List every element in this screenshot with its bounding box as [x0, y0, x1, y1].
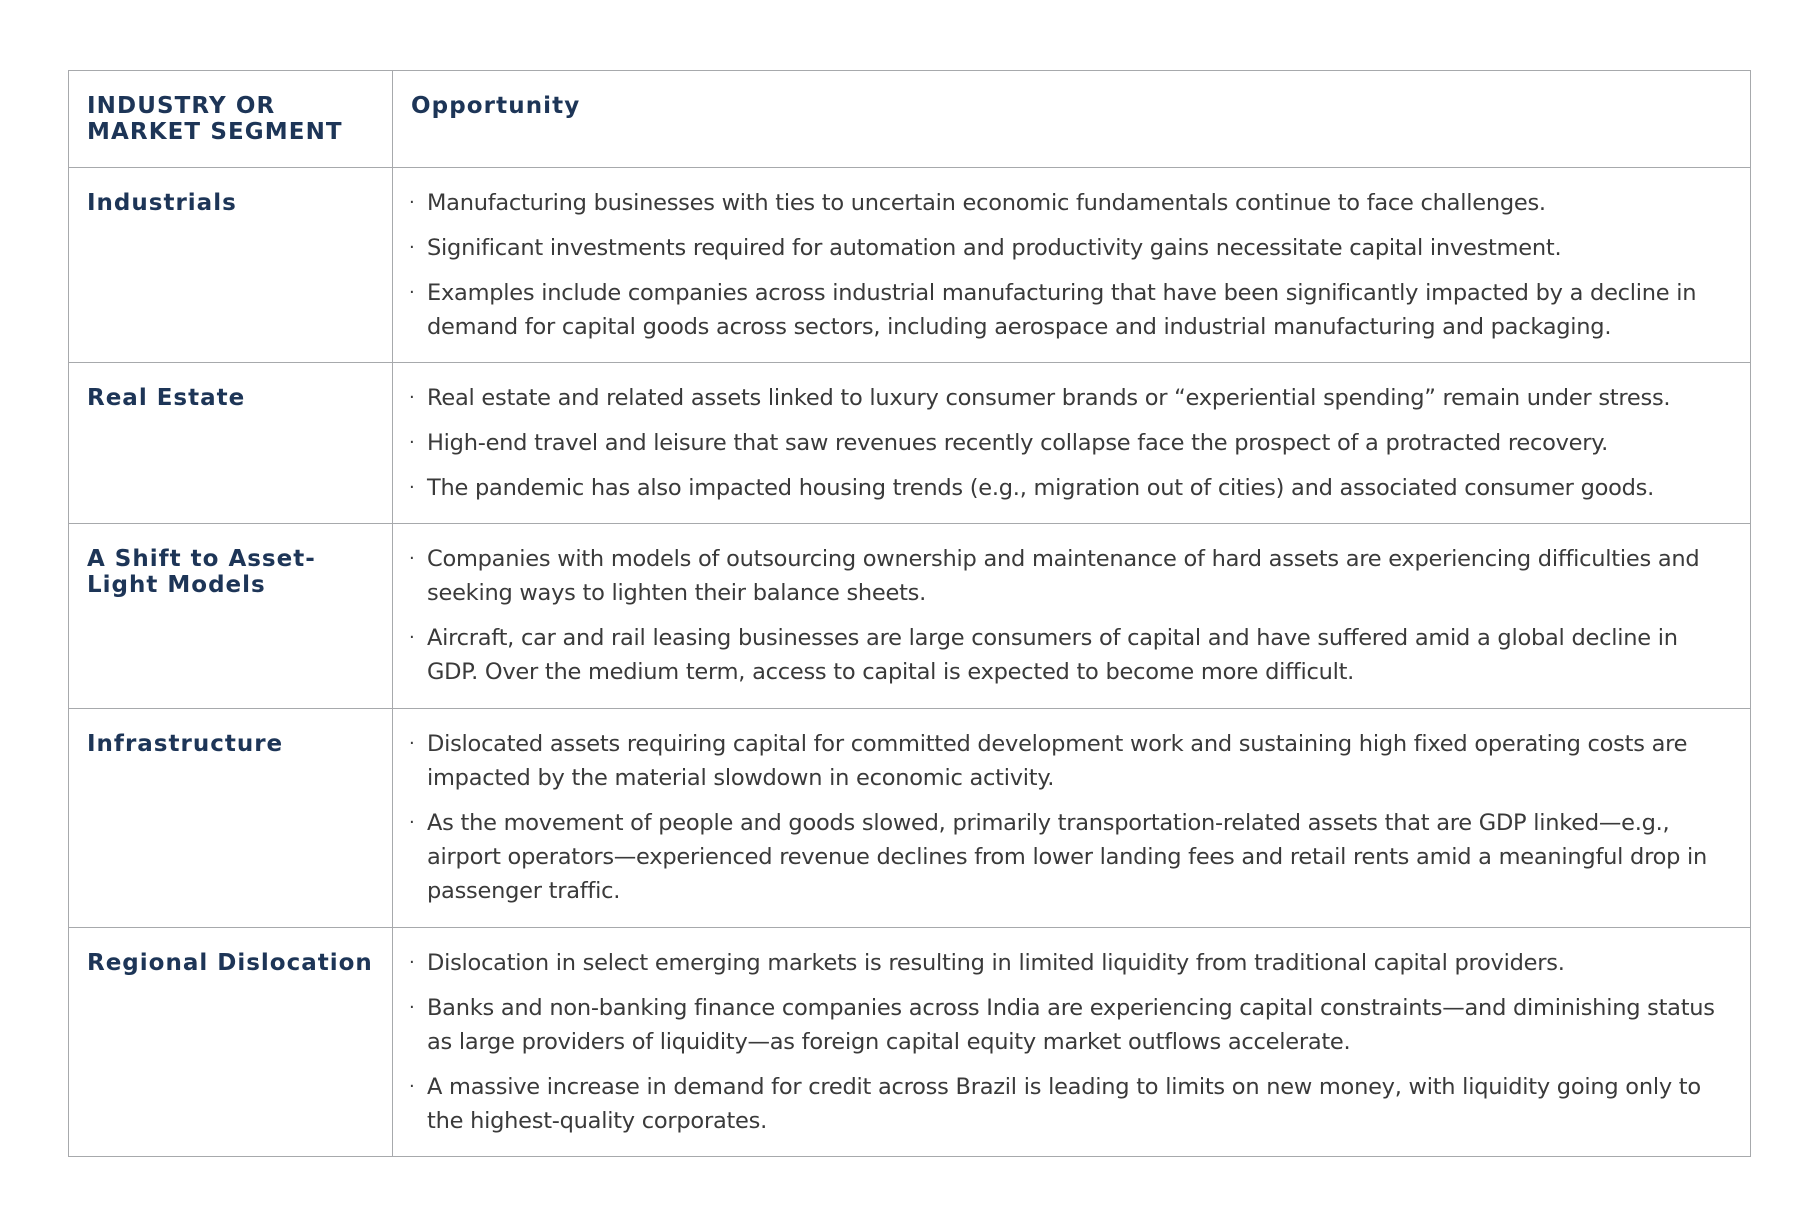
table-row [69, 363, 1751, 524]
opportunity-column-header [393, 71, 1751, 168]
segment-cell [69, 363, 393, 524]
segment-cell [69, 709, 393, 928]
segment-column-header [69, 71, 393, 168]
table-row [69, 709, 1751, 928]
bullet-dot: · [409, 477, 415, 498]
opportunity-header-label: Opportunity [411, 93, 581, 119]
opportunity-item: · Aircraft, car and rail leasing businesses are large consumers of capital and have suffered amid a global decline in GDP. Over the medium term, access to capital is expected to become more difficult. [407, 621, 1720, 689]
opportunity-cell [393, 524, 1751, 709]
opportunity-list [407, 727, 1720, 908]
bullet-dot: · [409, 997, 415, 1018]
segment-opportunity-table [68, 70, 1751, 1157]
bullet-dot: · [409, 733, 415, 754]
opportunity-item: · Examples include companies across industrial manufacturing that have been significantly impacted by a decline in demand for capital goods across sectors, including aerospace and industrial manufacturing and packaging. [407, 276, 1720, 344]
opportunity-list [407, 542, 1720, 689]
bullet-dot: · [409, 812, 415, 833]
segment-name: Real Estate [87, 385, 246, 411]
segment-cell [69, 928, 393, 1157]
opportunity-item: · Dislocation in select emerging markets is resulting in limited liquidity from traditional capital providers. [407, 946, 1720, 980]
segment-name: A Shift to Asset-Light Models [87, 546, 316, 598]
segment-cell [69, 168, 393, 363]
bullet-dot: · [409, 432, 415, 453]
opportunity-item: · Manufacturing businesses with ties to uncertain economic fundamentals continue to face challenges. [407, 186, 1720, 220]
table-row [69, 168, 1751, 363]
opportunity-item: · A massive increase in demand for credit across Brazil is leading to limits on new money, with liquidity going only to the highest-quality corporates. [407, 1070, 1720, 1138]
segment-cell [69, 524, 393, 709]
opportunity-cell [393, 928, 1751, 1157]
bullet-dot: · [409, 192, 415, 213]
opportunity-item: · Dislocated assets requiring capital for committed development work and sustaining high fixed operating costs are impacted by the material slowdown in economic activity. [407, 727, 1720, 795]
opportunity-list [407, 381, 1720, 505]
opportunity-list [407, 186, 1720, 344]
segment-name: Industrials [87, 190, 237, 216]
table-row [69, 928, 1751, 1157]
opportunity-item: · The pandemic has also impacted housing trends (e.g., migration out of cities) and associated consumer goods. [407, 471, 1720, 505]
bullet-dot: · [409, 952, 415, 973]
opportunity-item: · Banks and non-banking finance companies across India are experiencing capital constraints—and diminishing status as large providers of liquidity—as foreign capital equity market outflows accelerate. [407, 991, 1720, 1059]
bullet-dot: · [409, 548, 415, 569]
segment-name: Infrastructure [87, 731, 284, 757]
opportunity-list [407, 946, 1720, 1138]
segment-name: Regional Dislocation [87, 950, 373, 976]
segment-header-label: INDUSTRY OR MARKET SEGMENT [87, 93, 343, 145]
bullet-dot: · [409, 627, 415, 648]
opportunity-cell [393, 709, 1751, 928]
opportunity-item: · As the movement of people and goods slowed, primarily transportation-related assets that are GDP linked—e.g., airport operators—experienced revenue declines from lower landing fees and retail rents amid a meaningful drop in passenger traffic. [407, 806, 1720, 908]
opportunity-item: · Real estate and related assets linked to luxury consumer brands or “experiential spending” remain under stress. [407, 381, 1720, 415]
opportunity-cell [393, 363, 1751, 524]
table-header-row [69, 71, 1751, 168]
opportunity-item: · High-end travel and leisure that saw revenues recently collapse face the prospect of a protracted recovery. [407, 426, 1720, 460]
opportunity-item: · Significant investments required for automation and productivity gains necessitate capital investment. [407, 231, 1720, 265]
opportunity-item: · Companies with models of outsourcing ownership and maintenance of hard assets are experiencing difficulties and seeking ways to lighten their balance sheets. [407, 542, 1720, 610]
bullet-dot: · [409, 282, 415, 303]
bullet-dot: · [409, 237, 415, 258]
bullet-dot: · [409, 387, 415, 408]
bullet-dot: · [409, 1076, 415, 1097]
opportunity-cell [393, 168, 1751, 363]
table-row [69, 524, 1751, 709]
